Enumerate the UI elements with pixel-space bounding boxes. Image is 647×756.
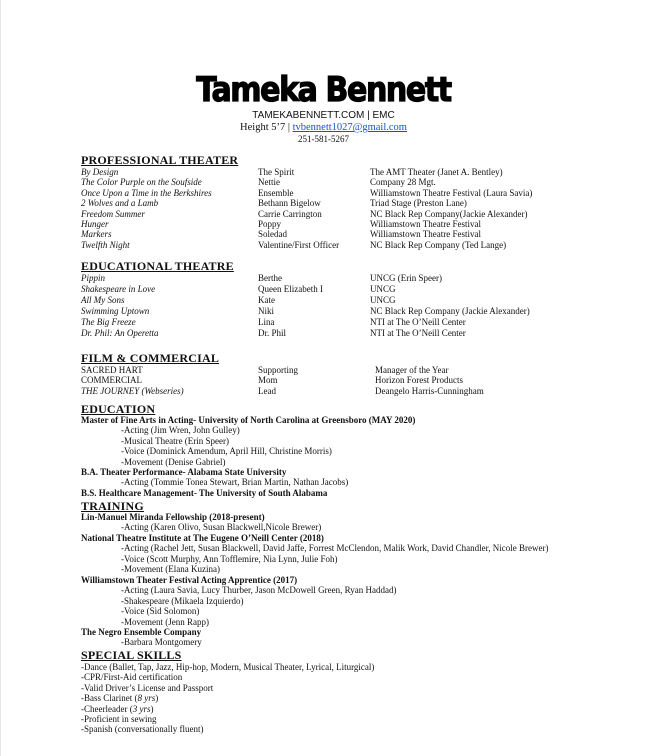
entry-detail: -Acting (Karen Olivo, Susan Blackwell,Nicole Brewer)	[121, 522, 322, 533]
entry-detail: -Acting (Jim Wren, John Gulley)	[121, 425, 240, 436]
credit-title: COMMERCIAL	[81, 375, 143, 386]
credit-row	[0, 328, 647, 339]
entry-heading: B.A. Theater Performance- Alabama State University	[81, 467, 287, 477]
credit-title: Hunger	[81, 219, 109, 229]
credit-row	[0, 177, 647, 188]
section-film-commercial: FILM & COMMERCIAL	[81, 351, 220, 365]
entry-heading: B.S. Healthcare Management- The University of South Alabama	[81, 487, 328, 498]
entry-detail: -Musical Theatre (Erin Speer)	[121, 435, 230, 446]
entry-detail: -Voice (Sid Solomon)	[121, 606, 200, 617]
credit-row	[0, 284, 647, 295]
entry-detail: -Shakespeare (Mikaela Izquierdo)	[121, 595, 244, 606]
credit-role: Lead	[258, 385, 276, 396]
credit-venue: Williamstown Theatre Festival	[370, 229, 481, 240]
credit-title: Shakespeare in Love	[81, 284, 156, 294]
entry-detail: -Movement (Jenn Rapp)	[121, 616, 209, 627]
skill-text: -Cheerleader (	[81, 703, 133, 714]
entry-detail: -Acting (Rachel Jett, Susan Blackwell, David Jaffe, Forrest McClendon, Malik Work, David Chandler, Nicole Brewer)	[121, 543, 549, 554]
credit-role: Valentine/First Officer	[258, 239, 340, 250]
entry-heading: Lin-Manuel Miranda Fellowship (2018-present)	[81, 512, 265, 522]
credit-title: All My Sons	[81, 295, 125, 305]
section-special-skills: SPECIAL SKILLS	[81, 648, 182, 662]
credit-title: Markers	[81, 229, 112, 240]
credit-title: Once Upon a Time in the Berkshires	[81, 187, 212, 198]
credit-row	[0, 386, 647, 397]
credit-venue: Triad Stage (Preston Lane)	[370, 198, 467, 209]
section-educational-theatre: EDUCATIONAL THEATRE	[81, 259, 234, 273]
resume-name: Tameka Bennett	[196, 70, 451, 111]
credit-venue: NC Black Rep Company (Ted Lange)	[370, 239, 507, 250]
credit-venue: Williamstown Theatre Festival (Laura Savia)	[370, 187, 533, 198]
entry-heading: The Negro Ensemble Company	[81, 626, 202, 637]
section-education: EDUCATION	[81, 402, 156, 416]
credit-venue: NC Black Rep Company (Jackie Alexander)	[370, 306, 530, 316]
skill-text: -Bass Clarinet (	[81, 693, 138, 704]
credit-row	[0, 188, 647, 199]
credit-title: The Color Purple on the Soufside	[81, 177, 202, 188]
credit-role: Mom	[258, 375, 278, 386]
skill-item	[81, 714, 157, 725]
entry-detail: -Voice (Dominick Amendum, April Hill, Christine Morris)	[121, 446, 332, 457]
credit-title: By Design	[81, 167, 119, 177]
credit-role: Queen Elizabeth I	[258, 284, 323, 294]
credit-role: Bethann Bigelow	[258, 198, 321, 209]
credit-venue: UNCG (Erin Speer)	[370, 273, 442, 283]
entry-detail: -Barbara Montgomery	[121, 637, 202, 648]
credit-title: 2 Wolves and a Lamb	[81, 198, 159, 209]
skill-duration: 8 yrs	[137, 693, 156, 704]
skill-close: )	[150, 703, 154, 714]
credit-role: Supporting	[258, 365, 299, 375]
skill-text: -Dance (Ballet, Tap, Jazz, Hip-hop, Modern, Musical Theater, Lyrical, Liturgical)	[81, 662, 375, 672]
website-union-line: TAMEKABENNETT.COM | EMC	[252, 110, 395, 121]
credit-row	[0, 209, 647, 220]
credit-role: Poppy	[258, 219, 282, 229]
entry-detail: -Movement (Denise Gabriel)	[121, 456, 226, 467]
credit-venue: UNCG	[370, 284, 396, 294]
skill-text: -CPR/First-Aid certification	[81, 672, 183, 683]
credit-venue: Company 28 Mgt.	[370, 177, 436, 188]
skill-item	[81, 662, 374, 673]
skill-item	[81, 683, 213, 694]
skill-item	[81, 693, 158, 704]
entry-heading: Williamstown Theater Festival Acting Apprentice (2017)	[81, 574, 298, 585]
credit-row	[0, 219, 647, 230]
credit-row	[0, 317, 647, 328]
credit-venue: NTI at The O’Neill Center	[370, 317, 466, 327]
credit-role: Dr. Phil	[258, 328, 287, 338]
credit-title: THE JOURNEY (Webseries)	[81, 385, 184, 396]
credit-row	[0, 198, 647, 209]
credit-title: Swimming Uptown	[81, 306, 150, 316]
skill-duration: 3 yrs	[132, 703, 151, 714]
credit-venue: UNCG	[370, 295, 396, 305]
section-training: TRAINING	[81, 499, 144, 513]
credit-role: Lina	[258, 317, 275, 327]
credit-role: Soledad	[258, 229, 287, 240]
credit-role: Kate	[258, 295, 275, 305]
entry-detail: -Movement (Elana Kuzina)	[121, 564, 220, 575]
phone-number: 251-581-5267	[298, 134, 349, 144]
entry-detail: -Voice (Scott Murphy, Ann Tofflemire, Nia Lynn, Julie Foh)	[121, 553, 338, 564]
credit-venue: Williamstown Theatre Festival	[370, 219, 481, 229]
skill-text: -Valid Driver’s License and Passport	[81, 682, 214, 693]
credit-venue: NC Black Rep Company(Jackie Alexander)	[370, 208, 528, 219]
credit-title: The Big Freeze	[81, 317, 136, 327]
credit-title: Pippin	[81, 273, 105, 283]
skill-close: )	[155, 693, 159, 704]
credit-row	[0, 240, 647, 251]
entry-heading: Master of Fine Arts in Acting- University of North Carolina at Greensboro (MAY 2020)	[81, 415, 416, 425]
credit-row	[0, 167, 647, 178]
credit-row	[0, 295, 647, 306]
entry-heading: National Theatre Institute at The Eugene O’Neill Center (2018)	[81, 532, 324, 543]
credit-role: Ensemble	[258, 187, 294, 198]
entry-detail: -Acting (Laura Savia, Lucy Thurber, Jason McDowell Green, Ryan Haddad)	[121, 585, 397, 596]
credit-row	[0, 229, 647, 240]
credit-venue: The AMT Theater (Janet A. Bentley)	[370, 167, 503, 177]
credit-role: Berthe	[258, 273, 282, 283]
credit-title: SACRED HART	[81, 365, 143, 375]
skill-item	[81, 704, 153, 715]
credit-venue: Manager of the Year	[375, 365, 449, 375]
credit-role: The Spirit	[258, 167, 295, 177]
credit-role: Nettie	[258, 177, 280, 188]
credit-role: Carrie Carrington	[258, 208, 322, 219]
height-label: Height 5’7 |	[240, 122, 293, 133]
credit-row	[0, 273, 647, 284]
entry-detail: -Acting (Tommie Tonea Stewart, Brian Martin, Nathan Jacobs)	[121, 477, 349, 488]
section-professional-theater: PROFESSIONAL THEATER	[81, 153, 239, 167]
credit-venue: Horizon Forest Products	[375, 375, 463, 386]
credit-title: Dr. Phil: An Operetta	[81, 328, 159, 338]
credit-venue: Deangelo Harris-Cunningham	[375, 385, 484, 396]
credit-role: Niki	[258, 306, 275, 316]
skill-text: -Spanish (conversationally fluent)	[81, 724, 204, 735]
credit-venue: NTI at The O’Neill Center	[370, 328, 466, 338]
skill-item	[81, 672, 182, 683]
credit-title: Twelfth Night	[81, 239, 130, 250]
credit-row	[0, 306, 647, 317]
email-link[interactable]: tvbennett1027@gmail.com	[292, 122, 407, 133]
credit-title: Freedom Summer	[81, 208, 145, 219]
skill-item	[81, 724, 203, 735]
skill-text: -Proficient in sewing	[81, 714, 157, 724]
